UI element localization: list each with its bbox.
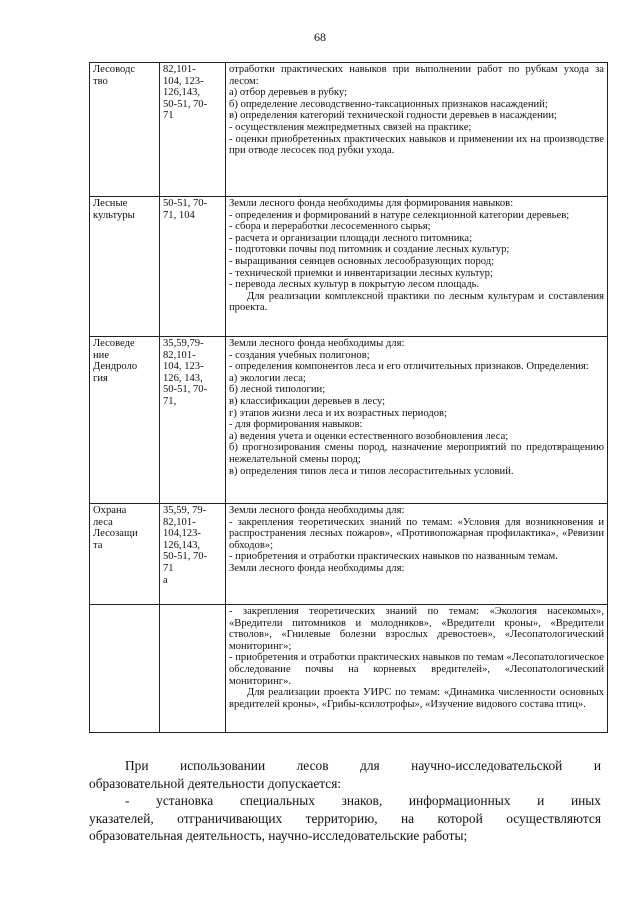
description-line: б) прогнозирования смены пород, назначение мероприятий по предотвращению нежелательной смены пород; [229, 442, 604, 465]
description-line: г) этапов жизни леса и их возрастных периодов; [229, 407, 447, 419]
table-row [90, 197, 608, 337]
table-row [90, 63, 608, 197]
description-line: Для реализации проекта УИРС по темам: «Динамика численности основных вредителей кроны», «Грибы-ксилотрофы», «Изучение видового состава птиц». [229, 687, 604, 710]
description-line: Земли лесного фонда необходимы для: [229, 505, 405, 516]
description-cell [226, 605, 608, 733]
description-line: Для реализации комплексной практики по лесным культурам и составления проекта. [229, 290, 604, 314]
table-row [90, 605, 608, 733]
description-line: - оценки приобретенных практических навыков и применении их на производстве при отводе лесосек под рубки ухода. [229, 133, 604, 157]
description-line: - перевода лесных культур в покрытую лесом площадь. [229, 279, 480, 291]
description-line: Земли лесного фонда необходимы для: [229, 338, 405, 349]
description-line: - закрепления теоретических знаний по темам: «Условия для возникновения и распространения лесных пожаров», «Противопожарная профилактика», «Ревизии обходов»; [229, 516, 604, 551]
paragraph-line: указателей, отграничивающих территорию, на которой осуществляются [89, 810, 601, 826]
description-line: - сбора и переработки лесосеменного сырья; [229, 221, 431, 233]
description-line: - создания учебных полигонов; [229, 349, 370, 361]
description-line: а) отбор деревьев в рубку; [229, 87, 348, 99]
paragraph-line: образовательной деятельности допускается: [89, 775, 342, 791]
subject-cell [90, 605, 160, 733]
subject-cell: Охрана леса Лесозащи та [90, 504, 160, 605]
description-line: в) определения категорий технической годности деревьев в насаждении; [229, 110, 557, 122]
description-line: - для формирования навыков: [229, 419, 363, 431]
description-line: а) экологии леса; [229, 372, 306, 384]
description-line: отработки практических навыков при выполнении работ по рубкам ухода за лесом: [229, 64, 604, 87]
description-line: в) классификации деревьев в лесу; [229, 395, 386, 407]
description-line: - технической приемки и инвентаризации лесных культур; [229, 267, 493, 279]
refs-cell: 82,101- 104, 123- 126,143, 50-51, 70- 71 [160, 63, 226, 197]
description-cell [226, 197, 608, 337]
description-line: - осуществления межпредметных связей на практике; [229, 121, 472, 133]
paragraph-line: - установка специальных знаков, информационных и иных [125, 793, 601, 808]
description-line: - определения и формирований в натуре селекционной категории деревьев; [229, 209, 570, 221]
description-line: б) определение лесоводственно-таксационных признаков насаждений; [229, 98, 548, 110]
page-number: 68 [314, 30, 326, 44]
paragraph-line: образовательная деятельность, научно-исследовательские работы; [89, 828, 468, 843]
description-line: Земли лесного фонда необходимы для: [229, 562, 405, 574]
description-line: - определения компонентов леса и его отличительных признаков. Определения: [229, 361, 589, 373]
description-line: - выращивания сеянцев основных лесообразующих пород; [229, 255, 495, 267]
description-line: а) ведения учета и оценки естественного возобновления леса; [229, 430, 509, 442]
description-line: - приобретения и отработки практических навыков по названным темам. [229, 551, 558, 563]
refs-cell: 35,59,79- 82,101- 104, 123- 126, 143, 50-51, 70- 71, [160, 337, 226, 504]
description-cell [226, 63, 608, 197]
refs-cell: 35,59, 79- 82,101- 104,123- 126,143, 50-51, 70- 71 а [160, 504, 226, 605]
table-row [90, 504, 608, 605]
description-cell [226, 504, 608, 605]
description-line: б) лесной типологии; [229, 384, 326, 396]
description-line: - закрепления теоретических знаний по темам: «Экология насекомых», «Вредители питомников и молодняков», «Вредители кроны», «Вредители стволов», «Гнилевые болезни взрослых древостоев», «Лесопатологический мониторинг»; [229, 606, 604, 652]
description-line: в) определения типов леса и типов лесорастительных условий. [229, 465, 514, 477]
paragraph-signs [89, 792, 601, 845]
subject-cell: Лесоведе ние Дендроло гия [90, 337, 160, 504]
description-line: - приобретения и отработки практических навыков по темам «Лесопатологическое обследование почвы на корневых вредителей», «Лесопатологический мониторинг». [229, 652, 604, 687]
paragraph-research-use [89, 757, 601, 792]
land-use-table [89, 62, 608, 733]
refs-cell: 50-51, 70- 71, 104 [160, 197, 226, 337]
subject-cell: Лесоводс тво [90, 63, 160, 197]
table-row [90, 337, 608, 504]
refs-cell [160, 605, 226, 733]
description-cell [226, 337, 608, 504]
subject-cell: Лесные культуры [90, 197, 160, 337]
description-line: - подготовки почвы под питомник и создание лесных культур; [229, 244, 510, 256]
description-line: - расчета и организации площади лесного питомника; [229, 232, 473, 244]
paragraph-line: При использовании лесов для научно-исследовательской и [125, 758, 601, 773]
description-line: Земли лесного фонда необходимы для формирования навыков: [229, 198, 514, 209]
